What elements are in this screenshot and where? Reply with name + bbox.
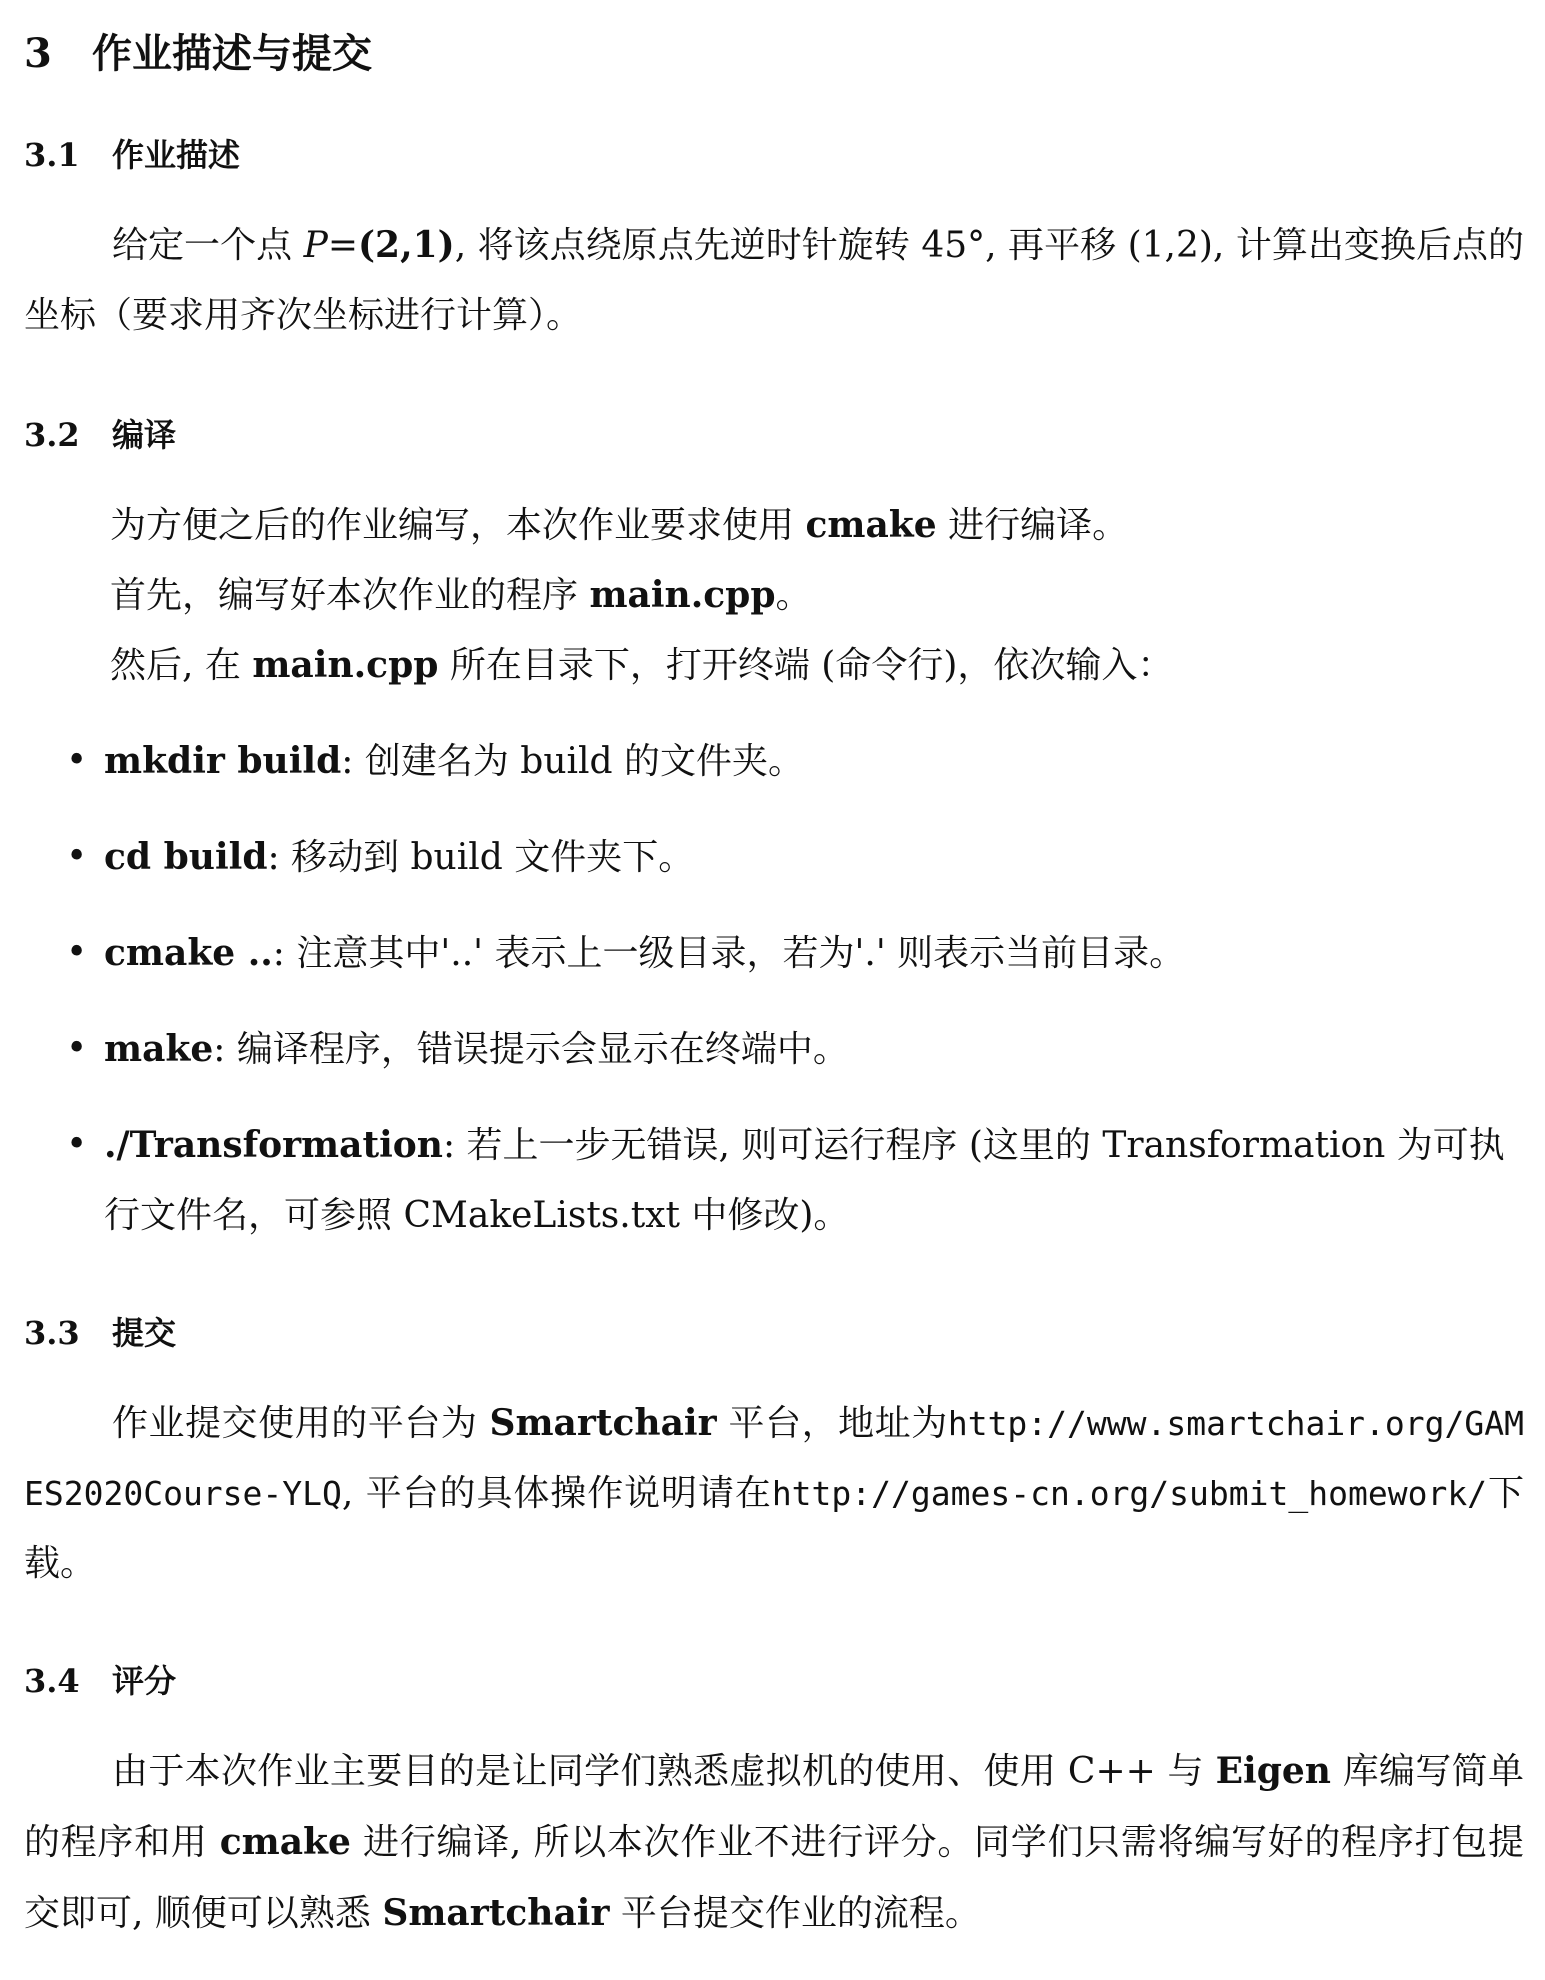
section-heading <box>24 22 372 79</box>
command: make <box>104 1028 214 1070</box>
subsection-title: 提交 <box>112 1314 177 1352</box>
submission-paragraph <box>24 1388 1524 1599</box>
command: cmake .. <box>104 932 273 974</box>
command: cd build <box>104 836 268 878</box>
section-title: 作业描述与提交 <box>92 30 372 77</box>
subsection-number: 3.2 <box>24 416 80 454</box>
subsection-heading <box>24 1656 176 1702</box>
text-span: 平台提交作业的流程。 <box>609 1893 981 1934</box>
text-span: 下载。 <box>24 1473 1524 1584</box>
text-span: 进行编译, 所以本次作业不进行评分。同学们只需将编写好的程序打包提交即可, 顺便可以熟悉 <box>24 1822 1524 1934</box>
bold-term: Eigen <box>1215 1750 1331 1792</box>
bullet-dot-icon: • <box>66 836 88 877</box>
bullet-dot-icon: • <box>66 932 88 973</box>
bold-term: Smartchair <box>489 1402 717 1444</box>
subsection-number: 3.4 <box>24 1662 80 1700</box>
math-variable: P <box>303 225 328 266</box>
text-span: 所在目录下，打开终端 (命令行)，依次输入： <box>438 645 1174 686</box>
command-description: : 移动到 build 文件夹下。 <box>267 837 695 878</box>
command-description: : 注意其中'..' 表示上一级目录，若为'.' 则表示当前目录。 <box>272 933 1186 974</box>
bold-term: cmake <box>219 1821 351 1863</box>
text-span: 平台，地址为 <box>716 1403 948 1444</box>
text-span: , 将该点绕原点先逆时针旋转 45°, 再平移 (1,2), 计算出变换后点的坐标（要求用齐次坐标进行计算）。 <box>24 225 1524 336</box>
section-number: 3 <box>24 30 52 77</box>
compile-step-line <box>110 630 1173 701</box>
list-item <box>66 1014 1524 1085</box>
command-description: : 编译程序，错误提示会显示在终端中。 <box>213 1029 849 1070</box>
bullet-dot-icon: • <box>66 1124 88 1165</box>
subsection-title: 编译 <box>112 416 177 454</box>
compile-intro-line <box>110 490 1128 561</box>
list-item <box>66 1110 1524 1251</box>
subsection-heading <box>24 410 176 456</box>
list-item <box>66 822 1524 893</box>
task-description <box>24 210 1524 351</box>
command: ./Transformation <box>104 1124 443 1166</box>
grading-paragraph <box>24 1736 1524 1949</box>
math-equals: = <box>327 225 358 266</box>
subsection-title: 作业描述 <box>112 136 241 174</box>
text-span: 然后, 在 <box>110 645 253 686</box>
list-item <box>66 918 1524 989</box>
text-span: 为方便之后的作业编写，本次作业要求使用 <box>110 505 806 546</box>
text-span: 给定一个点 <box>112 225 304 266</box>
text-span: 库编写简单的程序和用 <box>24 1751 1524 1863</box>
subsection-title: 评分 <box>112 1662 177 1700</box>
command: mkdir build <box>104 740 342 782</box>
math-point: (2,1) <box>357 224 455 266</box>
bold-term: main.cpp <box>589 574 776 616</box>
submission-url[interactable]: http://www.smartchair.org/GAMES2020Course-YLQ <box>24 1404 1524 1513</box>
subsection-number: 3.3 <box>24 1314 80 1352</box>
bold-term: cmake <box>805 504 937 546</box>
text-span: , 平台的具体操作说明请在 <box>341 1473 772 1514</box>
bullet-dot-icon: • <box>66 1028 88 1069</box>
bold-term: main.cpp <box>252 644 439 686</box>
text-span: 由于本次作业主要目的是让同学们熟悉虚拟机的使用、使用 C++ 与 <box>112 1751 1216 1792</box>
command-description: : 创建名为 build 的文件夹。 <box>341 741 805 782</box>
text-span: 首先，编写好本次作业的程序 <box>110 575 590 616</box>
subsection-heading <box>24 1308 176 1354</box>
bold-term: Smartchair <box>382 1892 610 1934</box>
text-span: 进行编译。 <box>936 505 1129 546</box>
text-span: 作业提交使用的平台为 <box>112 1403 490 1444</box>
command-description: : 若上一步无错误, 则可运行程序 (这里的 Transformation 为可执行文件名，可参照 CMakeLists.txt 中修改)。 <box>104 1125 1505 1236</box>
bullet-dot-icon: • <box>66 740 88 781</box>
compile-step-line <box>110 560 812 631</box>
text-span: 。 <box>775 575 812 616</box>
subsection-number: 3.1 <box>24 136 80 174</box>
subsection-heading <box>24 130 240 176</box>
list-item <box>66 726 1524 797</box>
instructions-url[interactable]: http://games-cn.org/submit_homework/ <box>771 1474 1488 1513</box>
